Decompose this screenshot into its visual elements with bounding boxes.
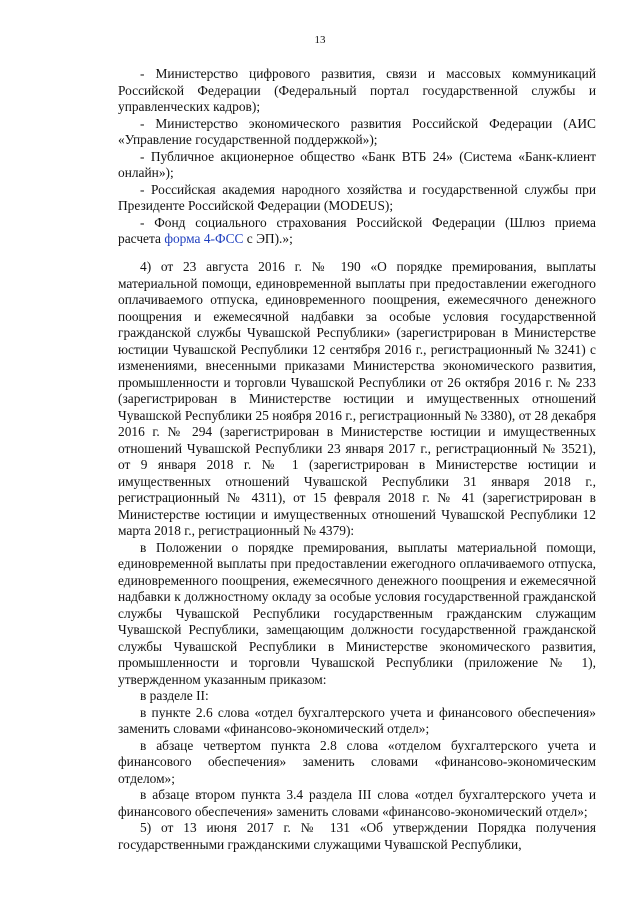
paragraph: в разделе II: xyxy=(140,688,209,703)
list-item: - Министерство экономического развития Российской Федерации (АИС «Управление государственной поддержкой»); xyxy=(118,115,596,147)
page-number: 13 xyxy=(314,34,326,46)
list-item: - Министерство цифрового развития, связи и массовых коммуникаций Российской Федерации (Федеральный портал государственной службы и управленческих кадров); xyxy=(118,66,596,114)
paragraph: в Положении о порядке премирования, выплаты материальной помощи, единовременной выплаты при предоставлении ежегодного оплачиваемого отпуска, единовременного поощрения, ежемесячного денежного поощрения и ежемесячной надбавки к должностному окладу за особые условия государственной гражданской службы Чувашской Республики государственным гражданским служащим Чувашской Республики, замещающим должности государственной гражданской службы Чувашской Республики в Министерстве экономического развития, промышленности и торговли Чувашской Республики (приложение № 1), утвержденном указанным приказом: xyxy=(118,539,596,687)
agency-list xyxy=(118,66,596,248)
paragraph: 5) от 13 июня 2017 г. № 131 «Об утверждении Порядка получения государственными гражданскими служащими Чувашской Республики, xyxy=(118,820,596,852)
paragraph: в пункте 2.6 слова «отдел бухгалтерского учета и финансового обеспечения» заменить словами «финансово-экономический отдел»; xyxy=(118,704,596,736)
paragraph: в абзаце четвертом пункта 2.8 слова «отделом бухгалтерского учета и финансового обеспечения» заменить словами «финансово-экономическим отделом»; xyxy=(118,737,596,786)
list-item xyxy=(118,215,596,248)
list-item: - Российская академия народного хозяйства и государственной службы при Президенте Российской Федерации (MODEUS); xyxy=(118,181,596,213)
paragraph: 4) от 23 августа 2016 г. № 190 «О порядке премирования, выплаты материальной помощи, единовременной выплаты при предоставлении ежегодного оплачиваемого отпуска, единовременного поощрения, ежемесячного денежного поощрения и ежемесячной надбавки за особые условия государственной гражданской службы Чувашской Республики» (зарегистрирован в Министерстве юстиции Чувашской Республики 12 сентября 2016 г., регистрационный № 3241) с изменениями, внесенными приказами Министерства экономического развития, промышленности и торговли Чувашской Республики от 26 октября 2016 г. № 233 (зарегистрирован в Министерстве юстиции и имущественных отношений Чувашской Республики 25 ноября 2016 г., регистрационный № 3380), от 28 декабря 2016 г. № 294 (зарегистрирован в Министерстве юстиции и имущественных отношений Чувашской Республики 23 января 2017 г., регистрационный № 3521), от 9 января 2018 г. № 1 (зарегистрирован в Министерстве юстиции и имущественных отношений Чувашской Республики 31 января 2018 г., регистрационный № 4311), от 15 февраля 2018 г. № 41 (зарегистрирован в Министерстве юстиции и имущественных отношений Чувашской Республики 12 марта 2018 г., регистрационный № 4379): xyxy=(118,259,596,538)
list-item: - Публичное акционерное общество «Банк ВТБ 24» (Система «Банк-клиент онлайн»); xyxy=(118,148,596,180)
form-4-fss-link[interactable]: форма 4-ФСС xyxy=(164,231,244,246)
paragraph: в абзаце втором пункта 3.4 раздела III слова «отдел бухгалтерского учета и финансового обеспечения» заменить словами «финансово-экономический отдел»; xyxy=(118,787,596,819)
list-item-text: с ЭП).»; xyxy=(243,231,293,246)
amendments-text xyxy=(118,259,596,853)
list-item-text: - Фонд социального страхования Российской Федерации (Шлюз приема расчета xyxy=(118,214,596,246)
